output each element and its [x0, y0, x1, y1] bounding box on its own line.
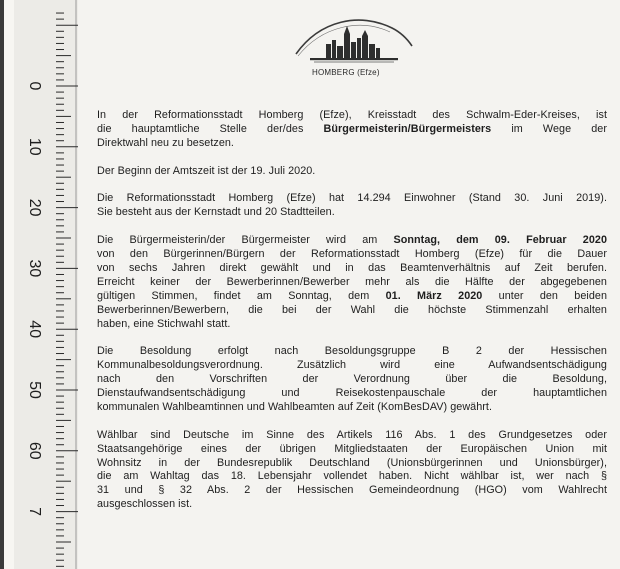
text-line — [97, 457, 607, 471]
text-run: Sie besteht aus der Kernstadt und 20 Stadtteilen. — [97, 206, 335, 219]
ruler-label: 60 — [25, 441, 43, 460]
ruler-label: 50 — [25, 381, 43, 399]
ruler — [0, 0, 78, 569]
paragraph-gap — [97, 415, 607, 429]
text-run: unter den beiden — [482, 289, 607, 302]
paragraph-gap — [97, 220, 607, 234]
text-line — [97, 470, 607, 484]
text-run: Die Reformationsstadt Homberg (Efze) hat 14.294 Einwohner (Stand 30. Juni 2019). — [97, 192, 607, 205]
text-run: von den Bürgerinnen/Bürgern der Reformationsstadt Homberg (Efze) für die Dauer — [97, 248, 607, 261]
paragraph-gap — [97, 331, 607, 345]
text-run: Direktwahl neu zu besetzen. — [97, 136, 234, 149]
city-logo — [290, 6, 420, 78]
city-skyline-icon — [290, 6, 420, 68]
text-line — [97, 206, 607, 220]
text-line — [97, 429, 607, 443]
text-run: In der Reformationsstadt Homberg (Efze), Kreisstadt des Schwalm-Eder-Kreises, ist — [97, 109, 607, 121]
text-run: Wählbar sind Deutsche im Sinne des Artikels 116 Abs. 1 des Grundgesetzes oder — [97, 428, 607, 441]
paragraph — [97, 234, 607, 331]
text-line — [97, 123, 607, 137]
paragraph-gap — [97, 151, 607, 165]
text-run: von sechs Jahren direkt gewählt und in das Beamtenverhältnis auf Zeit berufen. — [97, 261, 607, 274]
bold-text: 01. März 2020 — [385, 289, 483, 302]
document-body — [97, 109, 607, 512]
bold-text: Bürgermeisterin/Bürgermeisters — [323, 122, 492, 135]
paragraph — [97, 429, 607, 512]
text-run: die hauptamtliche Stelle der/des — [97, 122, 324, 135]
paragraph — [97, 165, 607, 179]
paragraph — [97, 345, 607, 415]
text-line — [97, 276, 607, 290]
paragraph — [97, 109, 607, 151]
ruler-label: 20 — [25, 198, 43, 217]
ruler-label: 7 — [25, 507, 43, 517]
ruler-graphic — [0, 0, 78, 569]
text-run: Erreicht keiner der Bewerberinnen/Bewerber mehr als die Hälfte der abgegebenen — [97, 275, 607, 288]
text-line — [97, 484, 607, 498]
text-run: Wohnsitz in der Bundesrepublik Deutschland (Unionsbürgerinnen und Unionsbürger), — [97, 456, 607, 469]
text-line — [97, 290, 607, 304]
text-line — [97, 345, 607, 359]
text-run: Der Beginn der Amtszeit ist der 19. Juli 2020. — [97, 164, 316, 177]
logo-caption: HOMBERG (Efze) — [312, 68, 380, 77]
text-run: die am Wahltag das 18. Lebensjahr vollendet haben. Nicht wählbar ist, wer nach § — [97, 470, 607, 483]
ruler-label: 10 — [25, 137, 43, 156]
text-run: Kommunalbesoldungsverordnung. Zusätzlich wird eine Aufwandsentschädigung — [97, 359, 607, 372]
text-line — [97, 318, 607, 332]
text-run: im Wege der — [491, 122, 607, 135]
ruler-label: 0 — [25, 81, 43, 91]
text-line — [97, 498, 607, 512]
ruler-label: 40 — [25, 320, 43, 339]
text-line — [97, 234, 607, 248]
text-run: Die Besoldung erfolgt nach Besoldungsgruppe B 2 der Hessischen — [97, 345, 607, 358]
text-line — [97, 373, 607, 387]
text-line — [97, 248, 607, 262]
text-run: haben, eine Stichwahl statt. — [97, 317, 231, 330]
text-line — [97, 137, 607, 151]
text-line — [97, 387, 607, 401]
text-run: Staatsangehörige eines der übrigen Mitgliedstaaten der Europäischen Union mit — [97, 442, 607, 455]
text-run: Dienstaufwandsentschädigung und Reisekostenpauschale der hauptamtlichen — [97, 387, 607, 400]
paragraph-gap — [97, 179, 607, 193]
text-line — [97, 192, 607, 206]
text-line — [97, 262, 607, 276]
text-run: gültigen Stimmen, findet am Sonntag, dem — [97, 289, 386, 302]
text-line — [97, 165, 607, 179]
paragraph — [97, 192, 607, 220]
text-line — [97, 109, 607, 123]
text-run: nach den Vorschriften der Verordnung über die Besoldung, — [97, 373, 607, 386]
text-line — [97, 304, 607, 318]
text-run: Bewerberinnen/Bewerbern, die bei der Wahl die höchste Stimmenzahl erhalten — [97, 303, 607, 316]
text-line — [97, 359, 607, 373]
text-line — [97, 443, 607, 457]
text-run: ausgeschlossen ist. — [97, 498, 193, 511]
ruler-label: 30 — [25, 259, 43, 278]
text-run: kommunalen Wahlbeamtinnen und Wahlbeamten auf Zeit (KomBesDAV) gewährt. — [97, 400, 493, 413]
bold-text: Sonntag, dem 09. Februar 2020 — [393, 234, 607, 247]
text-line — [97, 401, 607, 415]
text-run: 31 und § 32 Abs. 2 der Hessischen Gemeindeordnung (HGO) vom Wahlrecht — [97, 484, 607, 497]
text-run: Die Bürgermeisterin/der Bürgermeister wird am — [97, 234, 394, 247]
